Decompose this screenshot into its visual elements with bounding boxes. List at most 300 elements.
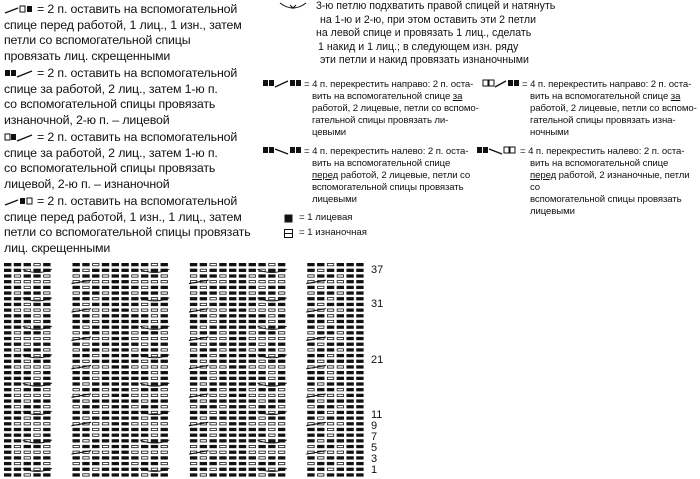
knit-cell [278, 320, 285, 323]
row-number: 3 [371, 453, 378, 465]
knit-cell [229, 428, 236, 431]
purl-cell [132, 337, 138, 339]
knit-cell [92, 388, 99, 391]
purl-cell [14, 275, 20, 277]
knit-cell [4, 394, 11, 397]
knit-cell [307, 343, 314, 346]
knit-cell [268, 473, 275, 476]
purl-cell [14, 394, 20, 396]
legend-text: = 2 п. оставить на вспомогательной [37, 2, 238, 16]
purl-cell [34, 451, 40, 453]
purl-cell [141, 474, 147, 476]
knit-cell [200, 354, 207, 357]
purl-cell [73, 349, 79, 351]
knit-cell [190, 428, 197, 431]
purl-cell [161, 389, 167, 391]
knit-cell [92, 382, 99, 385]
knit-cell [239, 263, 246, 266]
knit-cell [239, 422, 246, 425]
knit-cell [239, 411, 246, 414]
legend-text: лицевыми [312, 194, 357, 206]
knit-cell [112, 320, 119, 323]
knit-cell [151, 360, 158, 363]
legend-line [262, 158, 482, 170]
purl-cell [220, 281, 226, 283]
knit-cell [43, 371, 50, 374]
purl-cell [269, 468, 275, 470]
knit-cell [229, 411, 236, 414]
purl-cell [259, 417, 265, 419]
knit-cell [346, 462, 353, 465]
knit-cell [356, 297, 363, 300]
knit-cell [229, 297, 236, 300]
knit-cell [346, 371, 353, 374]
purl-cell [278, 281, 284, 283]
knit-cell [190, 314, 197, 317]
knit-cell [4, 308, 11, 311]
knit-cell [190, 456, 197, 459]
knit-cell [239, 456, 246, 459]
knit-cell [346, 297, 353, 300]
knit-cell [121, 314, 128, 317]
purl-cell [141, 309, 147, 311]
knit-cell [317, 434, 324, 437]
knit-cell [161, 371, 168, 374]
knit-cell [239, 382, 246, 385]
purl-cell [132, 309, 138, 311]
purl-cell [93, 264, 99, 266]
knit-cell [307, 411, 314, 414]
knit-cell [102, 439, 109, 442]
knit-cell [102, 314, 109, 317]
knit-cell [268, 269, 275, 272]
knit-cell [317, 405, 324, 408]
knit-cell [82, 377, 89, 380]
knit-cell [112, 263, 119, 266]
knit-cell [4, 434, 11, 437]
knit-cell [327, 303, 334, 306]
purl-cell [210, 309, 216, 311]
purl-cell [200, 269, 206, 271]
purl-cell [318, 457, 324, 459]
knit-cell [356, 303, 363, 306]
knit-cell [33, 399, 40, 402]
knit-cell [327, 456, 334, 459]
knit-cell [258, 314, 265, 317]
purl-cell [278, 451, 284, 453]
knit-cell [278, 371, 285, 374]
purl-cell [337, 423, 343, 425]
knit-cell [278, 303, 285, 306]
knit-cell [151, 343, 158, 346]
knit-cell [337, 269, 344, 272]
knit-cell [102, 263, 109, 266]
knit-cell [346, 439, 353, 442]
knit-cell [356, 291, 363, 294]
knit-cell [278, 416, 285, 419]
knit-cell [82, 405, 89, 408]
purl-cell [151, 468, 157, 470]
knit-cell [346, 280, 353, 283]
knit-cell [4, 297, 11, 300]
knit-cell [92, 343, 99, 346]
knit-cell [209, 439, 216, 442]
purl-cell [34, 428, 40, 430]
knit-cell [82, 428, 89, 431]
knit-cell [229, 388, 236, 391]
knit-cell [14, 411, 21, 414]
knit-cell [258, 263, 265, 266]
knit-cell [102, 354, 109, 357]
knit-cell [249, 286, 256, 289]
purl-cell [14, 349, 20, 351]
legend-text: работой, 2 лицевые, петли со вспомо- [530, 103, 697, 115]
knit-cell [346, 416, 353, 419]
knit-cell [258, 274, 265, 277]
knit-cell [102, 303, 109, 306]
purl-cell [34, 309, 40, 311]
knit-cell [249, 456, 256, 459]
knit-cell [356, 269, 363, 272]
knit-cell [356, 326, 363, 329]
knit-cell [190, 377, 197, 380]
knit-cell [131, 399, 138, 402]
knit-cell [190, 286, 197, 289]
legend-line [262, 103, 482, 115]
knit-cell [327, 331, 334, 334]
knit-cell [43, 428, 50, 431]
knit-cell [239, 445, 246, 448]
knit-cell [278, 434, 285, 437]
knit-cell [4, 456, 11, 459]
knit-cell [327, 343, 334, 346]
knit-cell [102, 360, 109, 363]
knit-cell [268, 416, 275, 419]
purl-cell [24, 286, 30, 288]
knit-cell [4, 320, 11, 323]
knit-cell [229, 337, 236, 340]
knit-cell [4, 439, 11, 442]
knit-cell [82, 371, 89, 374]
knit-cell [239, 274, 246, 277]
knit-cell [151, 326, 158, 329]
knit-cell [239, 462, 246, 465]
knit-cell [346, 445, 353, 448]
knit-cell [229, 314, 236, 317]
knit-cell [268, 445, 275, 448]
knit-cell [200, 411, 207, 414]
knit-cell [249, 303, 256, 306]
purl-cell [200, 343, 206, 345]
purl-cell [14, 281, 20, 283]
knit-cell [337, 360, 344, 363]
purl-cell [151, 354, 157, 356]
knit-cell [24, 371, 31, 374]
purl-cell [161, 309, 167, 311]
knit-cell [239, 331, 246, 334]
knit-cell [82, 411, 89, 414]
knit-cell [278, 263, 285, 266]
knit-cell [209, 360, 216, 363]
purl-cell [14, 389, 20, 391]
purl-cell [44, 389, 50, 391]
legend-4st-left-knit [262, 146, 482, 206]
knit-cell [190, 473, 197, 476]
knit-cell [72, 456, 79, 459]
knit-cell [239, 314, 246, 317]
purl-cell [220, 445, 226, 447]
knit-cell [209, 382, 216, 385]
purl-cell [220, 389, 226, 391]
purl-cell [269, 434, 275, 436]
purl-cell [278, 445, 284, 447]
knit-cell [92, 416, 99, 419]
purl-cell [141, 423, 147, 425]
knit-cell [327, 473, 334, 476]
purl-cell [327, 394, 333, 396]
knit-cell [141, 291, 148, 294]
knit-cell [229, 280, 236, 283]
knit-cell [131, 416, 138, 419]
purl-cell [259, 474, 265, 476]
purl-cell [249, 292, 255, 294]
knit-cell [346, 331, 353, 334]
knit-cell [24, 331, 31, 334]
knit-cell [190, 371, 197, 374]
knit-cell [258, 377, 265, 380]
knit-cell [112, 451, 119, 454]
knit-cell [43, 399, 50, 402]
purl-cell [318, 417, 324, 419]
knit-cell [200, 263, 207, 266]
knit-cell [190, 303, 197, 306]
purl-cell [318, 383, 324, 385]
knit-cell [72, 263, 79, 266]
knit-cell [4, 451, 11, 454]
purl-cell [34, 298, 40, 300]
knit-cell [121, 308, 128, 311]
knit-cell [258, 434, 265, 437]
purl-cell [278, 349, 284, 351]
knit-cell [239, 434, 246, 437]
knit-cell [14, 428, 21, 431]
key-purl-label: = 1 изнаночная [299, 227, 367, 238]
purl-cell [210, 372, 216, 374]
knit-cell [112, 354, 119, 357]
purl-cell [190, 389, 196, 391]
knit-cell [24, 348, 31, 351]
knit-cell [102, 377, 109, 380]
purl-cell [318, 474, 324, 476]
knit-cell [112, 343, 119, 346]
knit-cell [356, 360, 363, 363]
purl-cell [34, 423, 40, 425]
knit-cell [249, 382, 256, 385]
purl-cell [200, 286, 206, 288]
knit-cell [239, 291, 246, 294]
purl-cell [93, 428, 99, 430]
knit-cell [190, 416, 197, 419]
knit-cell [190, 468, 197, 471]
knit-cell [112, 473, 119, 476]
purl-cell [102, 389, 108, 391]
purl-cell [259, 360, 265, 362]
knit-cell [356, 308, 363, 311]
purl-cell [259, 423, 265, 425]
purl-cell [83, 343, 89, 345]
knit-cell [229, 473, 236, 476]
purl-cell [132, 451, 138, 453]
purl-cell [44, 349, 50, 351]
knit-cell [121, 377, 128, 380]
knit-cell [356, 377, 363, 380]
knit-cell [249, 360, 256, 363]
knit-cell [121, 337, 128, 340]
knit-cell [249, 314, 256, 317]
knit-cell [4, 428, 11, 431]
knit-cell [239, 365, 246, 368]
legend-text: = 4 п. перекрестить налево: 2 п. оста- [520, 146, 685, 157]
purl-cell [278, 462, 284, 464]
knit-cell [141, 445, 148, 448]
purl-cell [337, 275, 343, 277]
purl-cell [269, 428, 275, 430]
knit-cell [219, 314, 226, 317]
knit-cell [112, 297, 119, 300]
knit-cell [102, 371, 109, 374]
knit-cell [346, 428, 353, 431]
purl-cell [83, 286, 89, 288]
purl-cell [151, 337, 157, 339]
knit-cell [82, 468, 89, 471]
knit-cell [72, 411, 79, 414]
knit-cell [121, 416, 128, 419]
purl-cell [161, 445, 167, 447]
purl-cell [34, 354, 40, 356]
row-number: 7 [371, 431, 378, 443]
knit-cell [239, 428, 246, 431]
knit-cell [92, 286, 99, 289]
knit-cell [209, 445, 216, 448]
legend-text: спице перед работой, 1 изн., 1 лиц., затем [4, 209, 242, 224]
knit-cell [249, 473, 256, 476]
knit-cell [92, 399, 99, 402]
knit-cell [131, 343, 138, 346]
purl-cell [132, 445, 138, 447]
knit-cell [131, 411, 138, 414]
knit-cell [219, 416, 226, 419]
knit-cell [4, 331, 11, 334]
purl-cell [24, 281, 30, 283]
purl-cell [151, 309, 157, 311]
knit-cell [141, 331, 148, 334]
purl-cell [151, 281, 157, 283]
purl-cell [318, 326, 324, 328]
knit-cell [4, 388, 11, 391]
knit-cell [229, 416, 236, 419]
knit-cell [219, 269, 226, 272]
purl-cell [318, 400, 324, 402]
purl-cell [259, 457, 265, 459]
knit-cell [249, 371, 256, 374]
knit-cell [209, 331, 216, 334]
legend-text: со вспомогательной спицы провязать [4, 97, 216, 112]
purl-cell [249, 309, 255, 311]
knit-cell [82, 434, 89, 437]
knit-cell [317, 468, 324, 471]
knit-cell [92, 439, 99, 442]
knit-cell [4, 416, 11, 419]
knit-cell [239, 297, 246, 300]
purl-cell [44, 366, 50, 368]
purl-cell [278, 389, 284, 391]
knit-cell [82, 291, 89, 294]
legend-line [262, 194, 482, 206]
knit-cell [33, 274, 40, 277]
knit-cell [278, 456, 285, 459]
purl-cell [249, 445, 255, 447]
knit-cell [337, 411, 344, 414]
knit-cell [307, 320, 314, 323]
purl-cell [200, 360, 206, 362]
purl-cell [200, 326, 206, 328]
knit-cell [141, 434, 148, 437]
purl-cell [102, 394, 108, 396]
purl-cell [210, 337, 216, 339]
knit-cell [161, 314, 168, 317]
knit-cell [200, 320, 207, 323]
knit-cell [337, 456, 344, 459]
purl-cell [269, 337, 275, 339]
knit-cell [4, 382, 11, 385]
knit-cell [102, 297, 109, 300]
knit-cell [337, 434, 344, 437]
purl-cell [318, 343, 324, 345]
purl-cell [269, 315, 275, 317]
knit-cell [346, 456, 353, 459]
knit-cell [356, 428, 363, 431]
purl-cell [132, 406, 138, 408]
knit-cell [229, 286, 236, 289]
knit-cell [219, 343, 226, 346]
knit-cell [161, 320, 168, 323]
key-purl [284, 227, 367, 239]
knit-cell [307, 303, 314, 306]
legend-text: лицевой, 2-ю п. – изнаночной [4, 176, 170, 191]
knit-cell [307, 360, 314, 363]
knit-cell [317, 462, 324, 465]
knit-cell [43, 303, 50, 306]
knit-cell [239, 451, 246, 454]
knit-cell [92, 405, 99, 408]
legend-line [262, 127, 482, 139]
knit-cell [346, 348, 353, 351]
purl-cell [44, 309, 50, 311]
knit-cell [72, 377, 79, 380]
purl-cell [93, 315, 99, 317]
knit-cell [268, 439, 275, 442]
knit-cell [4, 411, 11, 414]
knit-cell [239, 343, 246, 346]
knit-cell [356, 354, 363, 357]
knit-cell [249, 343, 256, 346]
knit-cell [200, 377, 207, 380]
knit-cell [209, 473, 216, 476]
knit-cell [141, 320, 148, 323]
purl-cell [210, 451, 216, 453]
knit-cell [346, 291, 353, 294]
knit-cell [4, 371, 11, 374]
